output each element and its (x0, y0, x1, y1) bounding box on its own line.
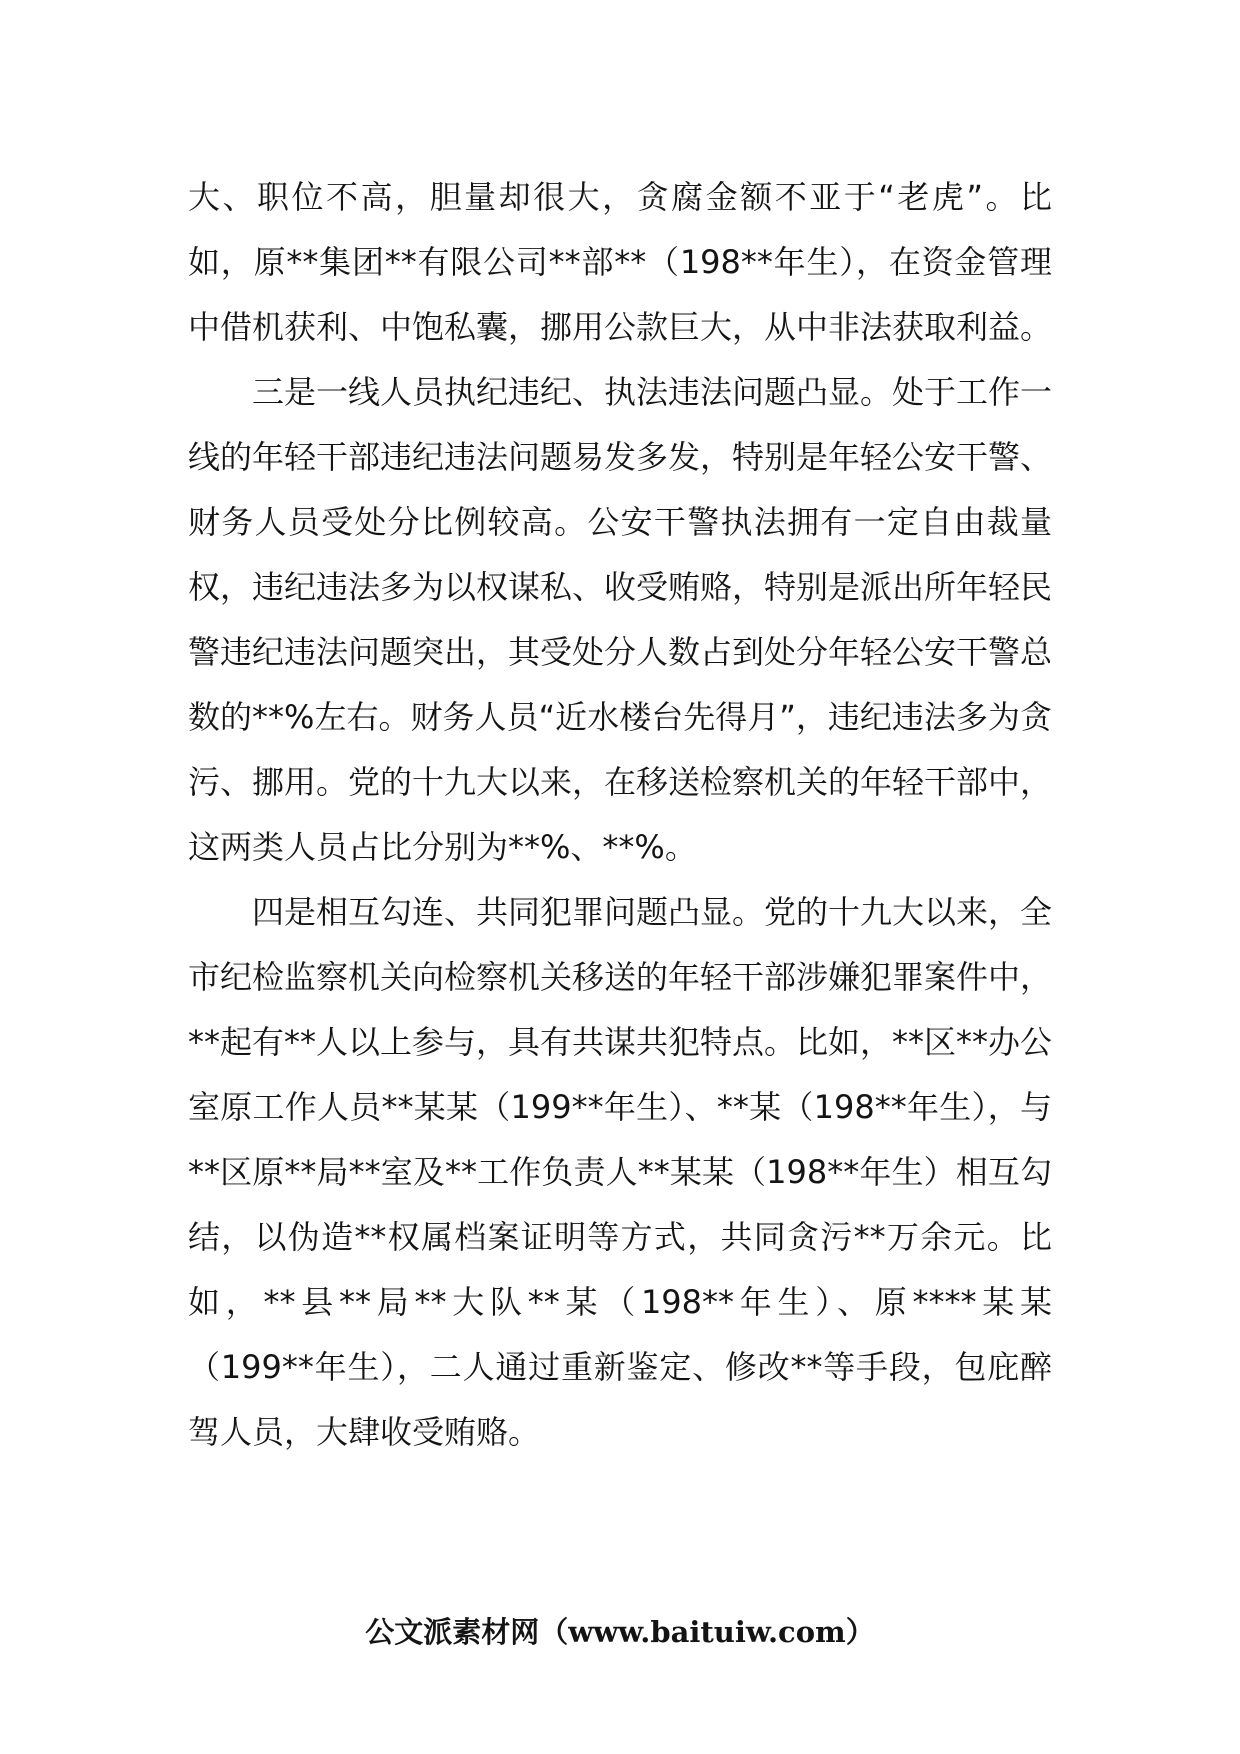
document-body (188, 165, 1052, 1465)
paragraph-continuation: 大、职位不高，胆量却很大，贪腐金额不亚于“老虎”。比如，原**集团**有限公司**部**（198**年生），在资金管理中借机获利、中饱私囊，挪用公款巨大，从中非法获取利益。 (188, 178, 1053, 346)
footer-source-text: 公文派素材网（www.baituiw.com） (365, 1615, 875, 1649)
paragraph-point-three: 三是一线人员执纪违纪、执法违法问题凸显。处于工作一线的年轻干部违纪违法问题易发多发，特别是年轻公安干警、财务人员受处分比例较高。公安干警执法拥有一定自由裁量权，违纪违法多为以权谋私、收受贿赂，特别是派出所年轻民警违纪违法问题突出，其受处分人数占到处分年轻公安干警总数的**%左右。财务人员“近水楼台先得月”，违纪违法多为贪污、挪用。党的十九大以来，在移送检察机关的年轻干部中，这两类人员占比分别为**%、**%。 (188, 373, 1053, 866)
paragraph-point-four: 四是相互勾连、共同犯罪问题凸显。党的十九大以来，全市纪检监察机关向检察机关移送的年轻干部涉嫌犯罪案件中，**起有**人以上参与，具有共谋共犯特点。比如，**区**办公室原工作人员**某某（199**年生）、**某（198**年生），与**区原**局**室及**工作负责人**某某（198**年生）相互勾结，以伪造**权属档案证明等方式，共同贪污**万余元。比如，**县**局**大队**某（198**年生）、原****某某（199**年生），二人通过重新鉴定、修改**等手段，包庇醉驾人员，大肆收受贿赂。 (188, 893, 1053, 1451)
